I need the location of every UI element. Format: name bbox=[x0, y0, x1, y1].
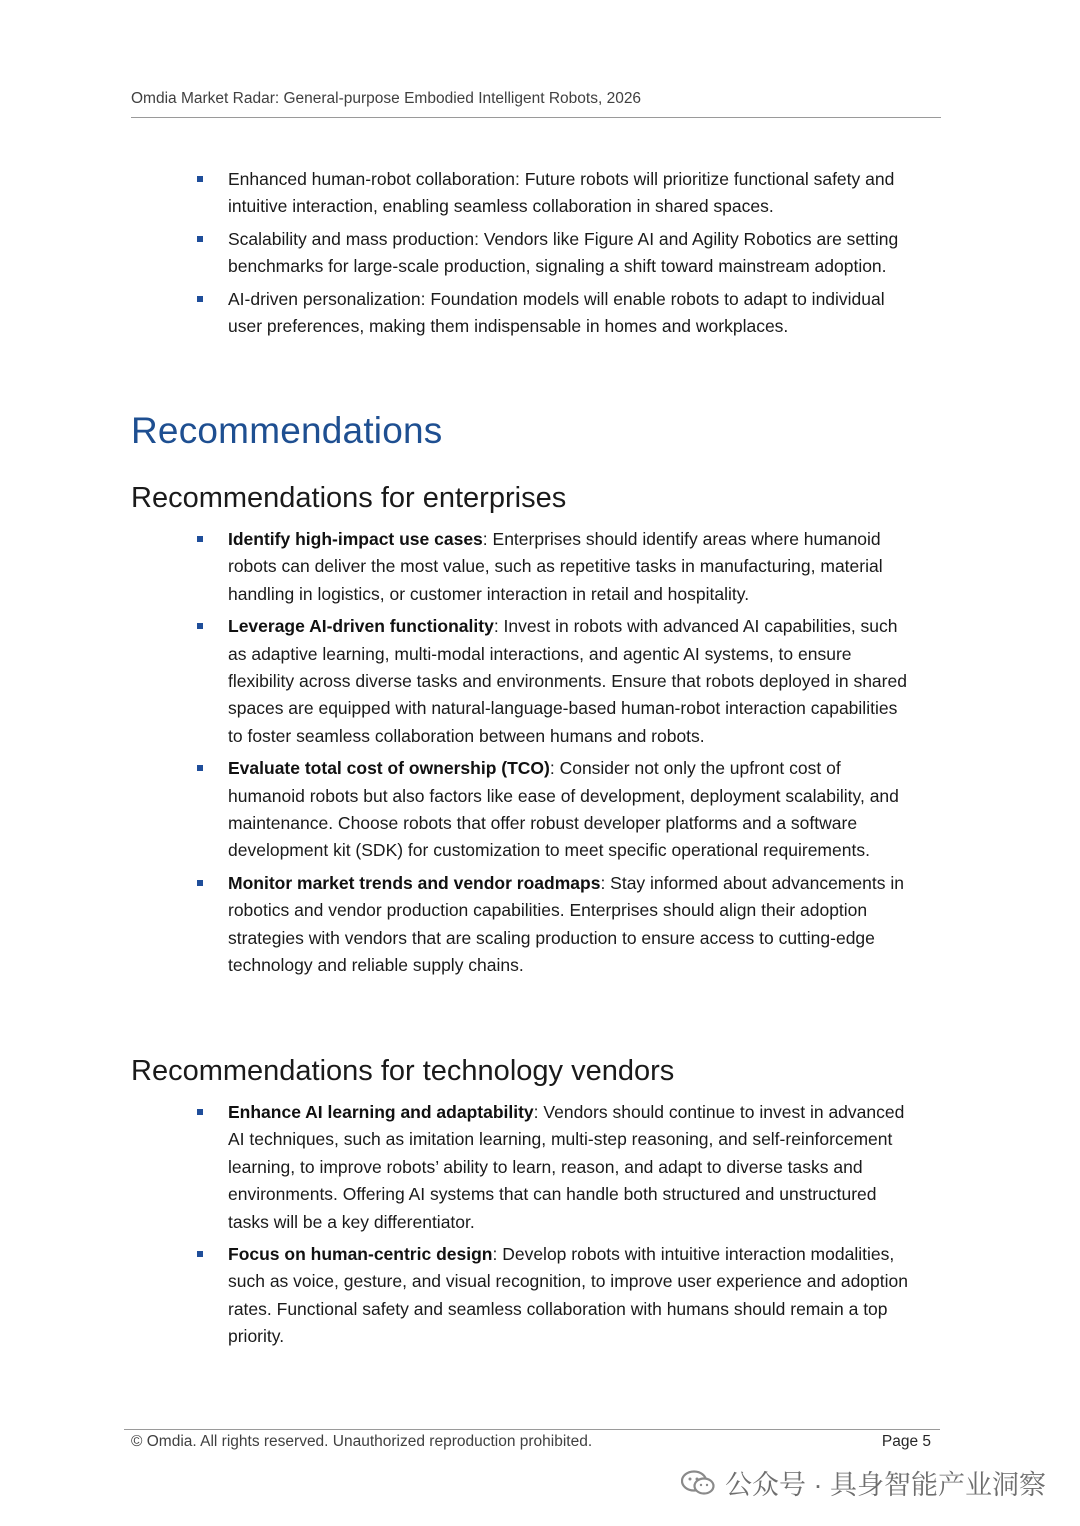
recommendation-text: : Invest in robots with advanced AI capabilities, such as adaptive learning, multi-modal interactions, and agentic AI systems, to ensure flexibility across diverse tasks and environments. Ensure that robots deployed in shared spaces are equipped with natural-language-based human-robot interaction capabilities to foster seamless collaboration between humans and robots. bbox=[228, 616, 907, 746]
vendor-recommendation-item bbox=[196, 1099, 911, 1236]
square-bullet-icon bbox=[197, 236, 203, 242]
page-number: Page 5 bbox=[881, 1433, 931, 1450]
square-bullet-icon bbox=[197, 1109, 203, 1115]
square-bullet-icon bbox=[197, 176, 203, 182]
header-divider bbox=[131, 117, 941, 118]
enterprise-recommendation-item bbox=[196, 755, 911, 865]
square-bullet-icon bbox=[197, 765, 203, 771]
vendors-heading: Recommendations for technology vendors bbox=[131, 1055, 675, 1087]
intro-bullet-item bbox=[196, 166, 911, 221]
watermark bbox=[681, 1463, 1046, 1502]
enterprise-recommendation-item bbox=[196, 526, 911, 608]
enterprises-heading: Recommendations for enterprises bbox=[131, 482, 567, 514]
vendor-recommendations-list bbox=[196, 1099, 911, 1356]
section-title: Recommendations bbox=[131, 410, 443, 451]
bullet-text: Enhanced human-robot collaboration: Future robots will prioritize functional safety and intuitive interaction, enabling seamless collaboration in shared spaces. bbox=[228, 169, 895, 217]
bullet-text: Scalability and mass production: Vendors like Figure AI and Agility Robotics are setting benchmarks for large-scale production, signaling a shift toward mainstream adoption. bbox=[228, 228, 899, 277]
watermark-text: 公众号 · 具身智能产业洞察 bbox=[725, 1470, 1046, 1500]
square-bullet-icon bbox=[197, 1251, 203, 1257]
intro-bullet-item bbox=[196, 286, 911, 341]
square-bullet-icon bbox=[197, 296, 203, 302]
recommendation-text: : Develop robots with intuitive interaction modalities, such as voice, gesture, and visual recognition, to improve user experience and adoption rates. Functional safety and seamless collaboration with humans should remain a top priority. bbox=[228, 1244, 908, 1347]
enterprise-recommendation-item bbox=[196, 870, 911, 980]
recommendation-title: Leverage AI-driven functionality bbox=[228, 616, 494, 637]
recommendation-title: Focus on human-centric design bbox=[228, 1244, 493, 1265]
footer-divider bbox=[124, 1429, 940, 1430]
recommendation-text: : Stay informed about advancements in robotics and vendor production capabilities. Enterprises should align their adoption strategies with vendors that are scaling production to ensure access to cutting-edge technology and reliable supply chains. bbox=[228, 872, 904, 976]
recommendation-text: : Vendors should continue to invest in advanced AI techniques, such as imitation learning, multi-step reasoning, and self-reinforcement learning, to improve robots’ ability to learn, reason, and adapt to diverse tasks and environments. Offering AI systems that can handle both structured and unstructured tasks will be a key differentiator. bbox=[228, 1102, 905, 1232]
recommendation-text: : Enterprises should identify areas where humanoid robots can deliver the most value, such as repetitive tasks in manufacturing, material handling in logistics, or customer interaction in retail and hospitality. bbox=[228, 529, 883, 604]
square-bullet-icon bbox=[197, 536, 203, 542]
recommendation-title: Monitor market trends and vendor roadmaps bbox=[228, 872, 601, 893]
intro-bullet-list bbox=[196, 166, 911, 345]
page-header: Omdia Market Radar: General-purpose Embodied Intelligent Robots, 2026 bbox=[131, 90, 642, 107]
recommendation-title: Enhance AI learning and adaptability bbox=[228, 1102, 534, 1122]
wechat-icon bbox=[681, 1470, 715, 1496]
recommendation-title: Identify high-impact use cases bbox=[228, 529, 483, 549]
bullet-text: AI-driven personalization: Foundation models will enable robots to adapt to individual user preferences, making them indispensable in homes and workplaces. bbox=[228, 288, 885, 337]
footer-copyright: © Omdia. All rights reserved. Unauthorized reproduction prohibited. bbox=[131, 1433, 593, 1450]
square-bullet-icon bbox=[197, 623, 203, 629]
intro-bullet-item bbox=[196, 226, 911, 281]
enterprise-recommendation-item bbox=[196, 613, 911, 750]
vendor-recommendation-item bbox=[196, 1241, 911, 1351]
enterprise-recommendations-list bbox=[196, 526, 911, 985]
recommendation-text: : Consider not only the upfront cost of humanoid robots but also factors like ease of development, deployment scalability, and maintenance. Choose robots that offer robust developer platforms and a software development kit (SDK) for customization to meet specific operational requirements. bbox=[228, 758, 899, 861]
recommendation-title: Evaluate total cost of ownership (TCO) bbox=[228, 758, 550, 779]
square-bullet-icon bbox=[197, 880, 203, 886]
